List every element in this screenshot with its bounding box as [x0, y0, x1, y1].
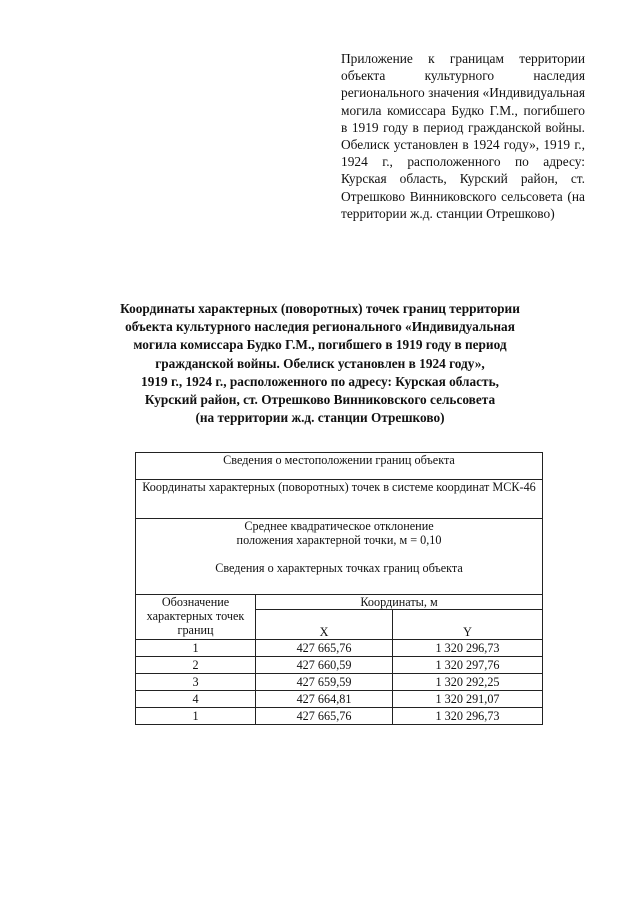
y-header: Y [393, 610, 543, 640]
title-line: могила комиссара Будко Г.М., погибшего в 1919 году в период [133, 337, 507, 353]
point-cell: 2 [136, 657, 256, 674]
table-row [136, 640, 543, 657]
x-cell: 427 660,59 [256, 657, 393, 674]
y-cell: 1 320 292,25 [393, 674, 543, 691]
column-header-row [136, 595, 543, 610]
table-row [136, 657, 543, 674]
accuracy-line: Среднее квадратическое отклонение [244, 519, 434, 533]
title-line: объекта культурного наследия регионального «Индивидуальная [125, 319, 515, 335]
table-row [136, 708, 543, 725]
point-designation-header: Обозначение характерных точек границ [136, 595, 256, 640]
y-cell: 1 320 291,07 [393, 691, 543, 708]
points-header: Сведения о характерных точках границ объекта [215, 561, 463, 575]
coordinates-header: Координаты, м [256, 595, 543, 610]
document-title [96, 300, 544, 427]
y-cell: 1 320 296,73 [393, 640, 543, 657]
table-header-row [136, 453, 543, 480]
accuracy-cell [136, 519, 543, 595]
table-header-row [136, 480, 543, 519]
title-line: 1919 г., 1924 г., расположенного по адресу: Курская область, [141, 373, 499, 389]
table-row [136, 674, 543, 691]
point-cell: 1 [136, 708, 256, 725]
table-header-row [136, 519, 543, 595]
table-row [136, 691, 543, 708]
point-cell: 4 [136, 691, 256, 708]
x-cell: 427 665,76 [256, 640, 393, 657]
coordinates-table [135, 452, 543, 725]
coordinate-system-header: Координаты характерных (поворотных) точек в системе координат МСК-46 [136, 480, 543, 519]
y-cell: 1 320 296,73 [393, 708, 543, 725]
x-cell: 427 665,76 [256, 708, 393, 725]
title-line: гражданской войны. Обелиск установлен в 1924 году», [155, 355, 485, 371]
appendix-note: Приложение к границам территории объекта культурного наследия регионального значения «Индивидуальная могила комиссара Будко Г.М., погибшего в 1919 году в период гражданской войны. Обелиск установлен в 1924 году», 1919 г., 1924 г., расположенного по адресу: Курская область, Курский район, ст. Отрешково Винниковского сельсовета (на территории ж.д. станции Отрешково) [341, 51, 585, 221]
x-header: X [256, 610, 393, 640]
title-line: Координаты характерных (поворотных) точек границ территории [120, 301, 520, 316]
title-line: Курский район, ст. Отрешково Винниковского сельсовета [144, 392, 496, 408]
y-cell: 1 320 297,76 [393, 657, 543, 674]
point-cell: 3 [136, 674, 256, 691]
accuracy-line: положения характерной точки, м = 0,10 [236, 533, 442, 547]
point-cell: 1 [136, 640, 256, 657]
x-cell: 427 664,81 [256, 691, 393, 708]
x-cell: 427 659,59 [256, 674, 393, 691]
title-line: (на территории ж.д. станции Отрешково) [195, 410, 445, 426]
location-header: Сведения о местоположении границ объекта [136, 453, 543, 480]
